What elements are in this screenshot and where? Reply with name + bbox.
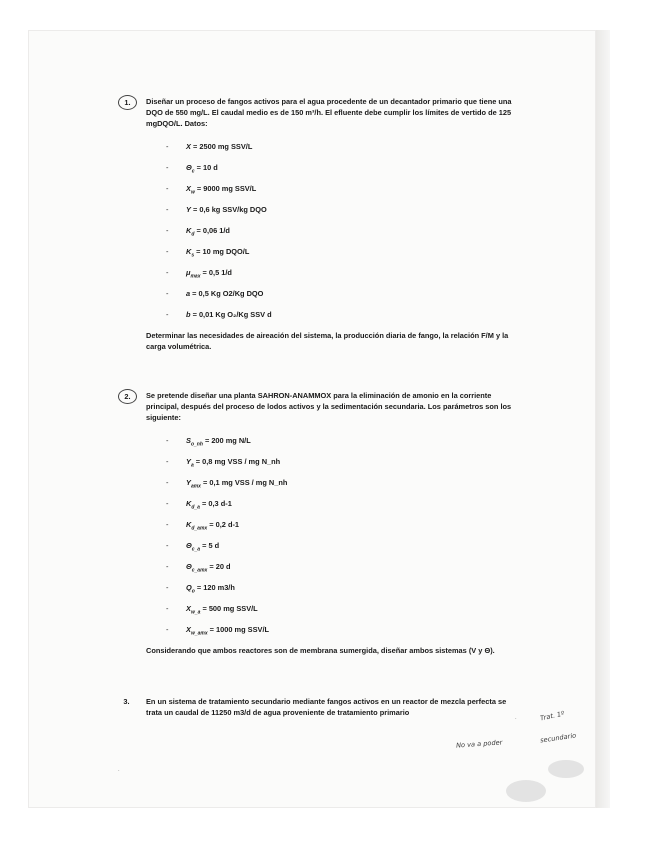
exercise-3	[122, 696, 522, 718]
parameter-symbol: Θ	[186, 541, 192, 550]
parameter-value: = 120 m3/h	[194, 583, 235, 592]
exercise-number-2: 2.	[118, 389, 137, 404]
handwritten-note-right-top: Trat. 1º	[539, 709, 565, 723]
parameter-subscript: c	[191, 168, 195, 175]
list-dash: -	[166, 205, 169, 214]
parameter-subscript: w_amx	[190, 630, 208, 637]
parameter-value: = 0,3 d-1	[199, 499, 232, 508]
exercise-1-question: Determinar las necesidades de aireación del sistema, la producción diaria de fango, la relación F/M y la carga volumétrica.	[146, 331, 509, 351]
parameter-subscript: c_a	[191, 546, 201, 553]
parameter-value: = 1000 mg SSV/L	[207, 625, 270, 634]
paper-mark	[506, 780, 546, 802]
parameter-symbol: X	[186, 604, 191, 613]
parameter-item	[122, 582, 522, 593]
parameter-subscript: w	[190, 189, 195, 196]
parameter-symbol: Y	[186, 478, 191, 487]
parameter-value: = 0,8 mg VSS / mg N_nh	[193, 457, 281, 466]
parameter-subscript: d_a	[191, 504, 200, 511]
parameter-value: = 2500 mg SSV/L	[190, 142, 253, 151]
exercise-number-3: 3.	[123, 697, 130, 706]
exercise-2-question: Considerando que ambos reactores son de membrana sumergida, diseñar ambos sistemas (V y Θ).	[146, 646, 495, 655]
parameter-subscript: o	[191, 588, 195, 595]
parameter-item	[122, 603, 522, 614]
parameter-value: = 0,5 Kg O2/Kg DQO	[190, 289, 264, 298]
parameter-item	[122, 246, 522, 257]
parameter-symbol: Q	[186, 583, 192, 592]
list-dash: -	[166, 289, 169, 298]
parameter-item	[122, 141, 522, 152]
list-dash: -	[166, 310, 169, 319]
parameter-item	[122, 456, 522, 467]
list-dash: -	[166, 184, 169, 193]
handwritten-note-left: No va a poder	[455, 738, 503, 750]
list-dash: -	[166, 163, 169, 172]
parameter-item	[122, 561, 522, 572]
parameter-symbol: a	[186, 289, 191, 298]
parameter-value: = 20 d	[207, 562, 231, 571]
parameter-symbol: X	[186, 625, 191, 634]
scan-tick: ·	[118, 768, 120, 774]
parameter-subscript: a	[190, 462, 194, 469]
parameter-value: = 10 mg DQO/L	[194, 247, 250, 256]
list-dash: -	[166, 142, 169, 151]
parameter-item	[122, 204, 522, 215]
parameter-value: = 9000 mg SSV/L	[194, 184, 257, 193]
parameter-item	[122, 519, 522, 530]
list-dash: -	[166, 562, 169, 571]
parameter-item	[122, 624, 522, 635]
parameter-symbol: b	[186, 310, 191, 319]
parameter-item	[122, 183, 522, 194]
parameter-value: = 500 mg SSV/L	[200, 604, 258, 613]
list-dash: -	[166, 625, 169, 634]
parameter-symbol: K	[186, 247, 192, 256]
exercise-1-data-list	[122, 141, 522, 320]
exercise-2-statement: Se pretende diseñar una planta SAHRON-ANAMMOX para la eliminación de amonio en la corriente principal, después del proceso de lodos activos y la sedimentación secundaria. Los parámetros son los siguiente:	[146, 391, 512, 422]
parameter-value: = 0,1 mg VSS / mg N_nh	[200, 478, 288, 487]
parameter-item	[122, 267, 522, 278]
parameter-symbol: X	[186, 184, 191, 193]
list-dash: -	[166, 541, 169, 550]
paper-mark	[548, 760, 584, 778]
list-dash: -	[166, 226, 169, 235]
parameter-value: = 0,01 Kg O₂/Kg SSV d	[190, 310, 272, 319]
parameter-symbol: K	[186, 226, 192, 235]
exercise-number-1: 1.	[118, 95, 137, 110]
list-dash: -	[166, 520, 169, 529]
parameter-subscript: d	[191, 231, 195, 238]
parameter-value: = 0,06 1/d	[194, 226, 230, 235]
parameter-subscript: amx	[190, 483, 201, 490]
exercise-2-data-list	[122, 435, 522, 635]
paper-edge	[596, 30, 610, 808]
list-dash: -	[166, 457, 169, 466]
parameter-item	[122, 498, 522, 509]
parameter-subscript: d_amx	[191, 525, 208, 532]
list-dash: -	[166, 436, 169, 445]
parameter-item	[122, 540, 522, 551]
parameter-item	[122, 162, 522, 173]
handwritten-note-right-bottom: secundario	[539, 731, 577, 745]
parameter-subscript: s	[191, 252, 195, 259]
parameter-subscript: o_nh	[190, 441, 203, 448]
parameter-item	[122, 288, 522, 299]
parameter-subscript: w_a	[190, 609, 201, 616]
exercise-2	[122, 390, 522, 656]
parameter-item	[122, 225, 522, 236]
exercise-1-statement: Diseñar un proceso de fangos activos para el agua procedente de un decantador primario que tiene una DQO de 550 mg/L. El caudal medio es de 150 m³/h. El efluente debe cumplir los límites de vertido de 125 mgDQO/L. Datos:	[146, 97, 512, 128]
parameter-symbol: Y	[186, 457, 191, 466]
parameter-symbol: Θ	[186, 163, 192, 172]
parameter-symbol: S	[186, 436, 191, 445]
list-dash: -	[166, 499, 169, 508]
exercise-1	[122, 96, 522, 352]
parameter-value: = 0,6 kg SSV/kg DQO	[190, 205, 267, 214]
parameter-value: = 200 mg N/L	[202, 436, 251, 445]
parameter-subscript: max	[190, 273, 201, 280]
parameter-symbol: K	[186, 520, 192, 529]
parameter-item	[122, 477, 522, 488]
parameter-item	[122, 435, 522, 446]
parameter-value: = 5 d	[200, 541, 220, 550]
parameter-value: = 0,5 1/d	[200, 268, 232, 277]
list-dash: -	[166, 268, 169, 277]
list-dash: -	[166, 478, 169, 487]
list-dash: -	[166, 604, 169, 613]
exercise-3-statement: En un sistema de tratamiento secundario mediante fangos activos en un reactor de mezcla perfecta se trata un caudal de 11250 m3/d de agua proveniente de tratamiento primario	[146, 697, 507, 717]
parameter-symbol: Y	[186, 205, 191, 214]
parameter-symbol: μ	[186, 268, 191, 277]
parameter-symbol: X	[186, 142, 191, 151]
list-dash: -	[166, 583, 169, 592]
parameter-symbol: K	[186, 499, 192, 508]
list-dash: -	[166, 247, 169, 256]
scan-tick: ·	[515, 716, 517, 722]
parameter-item	[122, 309, 522, 320]
parameter-value: = 10 d	[194, 163, 218, 172]
parameter-subscript: c_amx	[191, 567, 208, 574]
parameter-symbol: Θ	[186, 562, 192, 571]
parameter-value: = 0,2 d-1	[207, 520, 240, 529]
